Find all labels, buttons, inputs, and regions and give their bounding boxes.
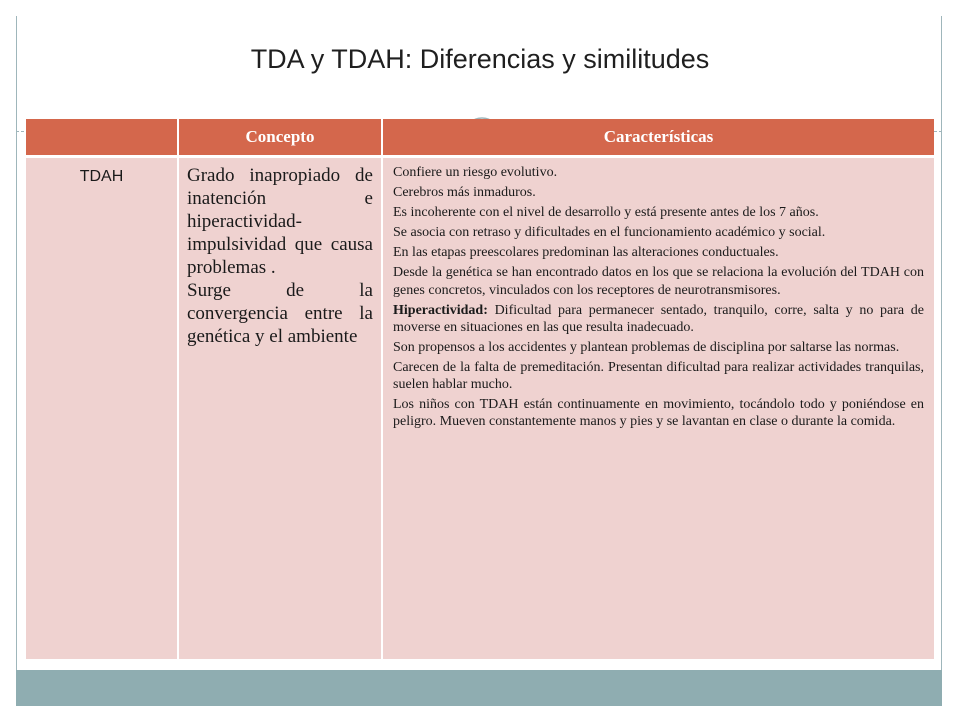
- feature-item: Los niños con TDAH están continuamente en movimiento, tocándolo todo y poniéndose en peligro. Mueven constantemente manos y pies y se lavantan en clase o durante la comida.: [393, 397, 924, 430]
- feature-item: Confiere un riesgo evolutivo.: [393, 165, 558, 180]
- concept-line: Surge de la convergencia entre la genética y el ambiente: [187, 280, 373, 347]
- concept-line: Grado inapropiado de inatención e hiperactividad-impulsividad que causa problemas .: [187, 165, 373, 278]
- feature-item: En las etapas preescolares predominan las alteraciones conductuales.: [393, 245, 779, 261]
- bottom-band: [16, 670, 942, 706]
- header-empty: [26, 119, 178, 157]
- features-cell: [382, 157, 934, 660]
- feature-item: Hiperactividad: Dificultad para permanecer sentado, tranquilo, corre, salta y no para de moverse en situaciones en las que resulta inadecuado.: [393, 302, 924, 335]
- feature-item: Carecen de la falta de premeditación. Presentan dificultad para realizar actividades tranquilas, suelen hablar mucho.: [393, 359, 924, 393]
- table-header-row: [26, 119, 934, 157]
- concept-cell: [178, 157, 382, 660]
- feature-item: Es incoherente con el nivel de desarrollo y está presente antes de los 7 años.: [393, 205, 819, 221]
- characteristics-table: [26, 119, 934, 659]
- table-row: [26, 157, 934, 660]
- feature-bold-label: Hiperactividad:: [393, 302, 488, 318]
- feature-item: Son propensos a los accidentes y plantean problemas de disciplina por saltarse las normas.: [393, 339, 900, 355]
- row-name-cell: TDAH: [26, 157, 178, 660]
- feature-item: Cerebros más inmaduros.: [393, 185, 536, 201]
- header-concepto: Concepto: [178, 119, 382, 157]
- slide-title: TDA y TDAH: Diferencias y similitudes: [250, 44, 710, 74]
- feature-item: Desde la genética se han encontrado datos en los que se relaciona la evolución del TDAH con genes concretos, vinculados con los receptores de neurotransmisores.: [393, 265, 924, 298]
- feature-item: Se asocia con retraso y dificultades en el funcionamiento académico y social.: [393, 225, 826, 241]
- header-caracteristicas: Características: [382, 119, 934, 157]
